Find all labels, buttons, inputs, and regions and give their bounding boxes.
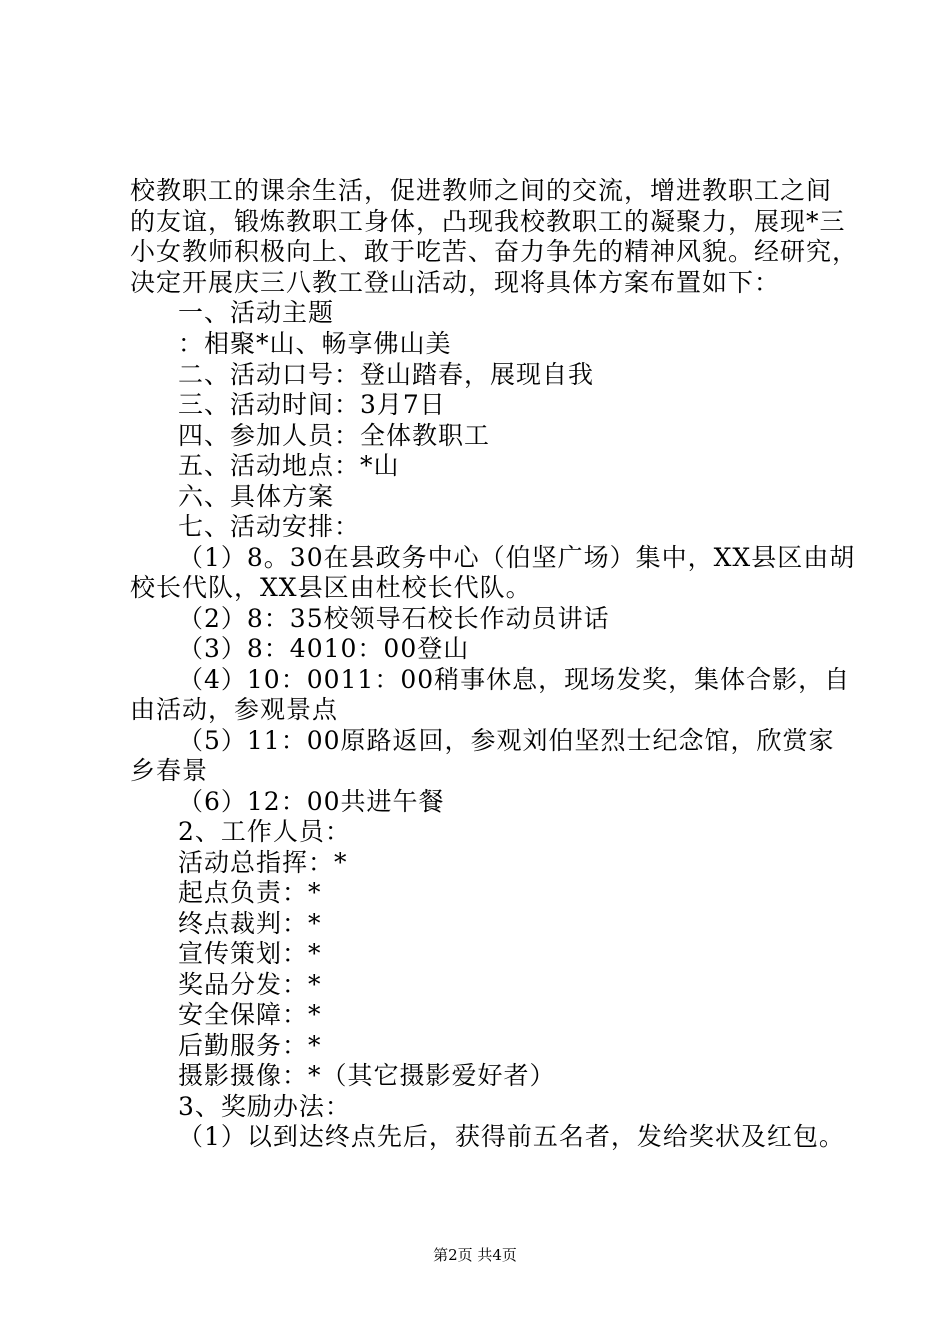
text-line: ：相聚*山、畅享佛山美 [178, 329, 452, 358]
text-line: 小女教师积极向上、敢于吃苦、奋力争先的精神风貌。经研究， [130, 237, 859, 266]
text-line: 五、活动地点：*山 [178, 451, 400, 480]
section-heading: 一、活动主题 [178, 298, 335, 327]
section-heading: 六、具体方案 [178, 482, 335, 511]
text-line: 后勤服务：* [178, 1031, 322, 1060]
text-line: 由活动，参观景点 [130, 695, 339, 724]
text-line: 校教职工的课余生活，促进教师之间的交流，增进教职工之间 [130, 176, 833, 205]
text-line: 宣传策划：* [178, 939, 322, 968]
section-heading: 2、工作人员： [178, 817, 351, 846]
text-line: 奖品分发：* [178, 970, 322, 999]
text-line: 校长代队，XX县区由杜校长代队。 [130, 573, 532, 602]
text-line: （1）8。30在县政务中心（伯坚广场）集中，XX县区由胡 [178, 543, 856, 572]
text-line: 安全保障：* [178, 1000, 322, 1029]
section-heading: 3、奖励办法： [178, 1092, 351, 1121]
text-line: 乡春景 [130, 756, 209, 785]
text-line: 二、活动口号：登山踏春，展现自我 [178, 360, 595, 389]
text-line: 的友谊，锻炼教职工身体，凸现我校教职工的凝聚力，展现*三 [130, 207, 846, 236]
text-line: 活动总指挥：* [178, 848, 348, 877]
text-line: 摄影摄像：*（其它摄影爱好者） [178, 1061, 556, 1090]
text-line: （4）10：0011：00稍事休息，现场发奖，集体合影，自 [178, 665, 851, 694]
text-line: 四、参加人员：全体教职工 [178, 421, 491, 450]
text-line: 终点裁判：* [178, 909, 322, 938]
page-footer [0, 1245, 950, 1265]
text-line: （6）12：00共进午餐 [178, 787, 445, 816]
text-line: （2）8：35校领导石校长作动员讲话 [178, 604, 610, 633]
text-line: （3）8：4010：00登山 [178, 634, 470, 663]
page-number: 第2页 共4页 [433, 1246, 517, 1264]
text-line: 决定开展庆三八教工登山活动，现将具体方案布置如下： [130, 268, 781, 297]
text-line: 起点负责：* [178, 878, 322, 907]
text-line: （1）以到达终点先后，获得前五名者，发给奖状及红包。 [178, 1122, 845, 1151]
text-line: 三、活动时间：3月7日 [178, 390, 446, 419]
text-line: （5）11：00原路返回，参观刘伯坚烈士纪念馆，欣赏家 [178, 726, 835, 755]
section-heading: 七、活动安排： [178, 512, 361, 541]
